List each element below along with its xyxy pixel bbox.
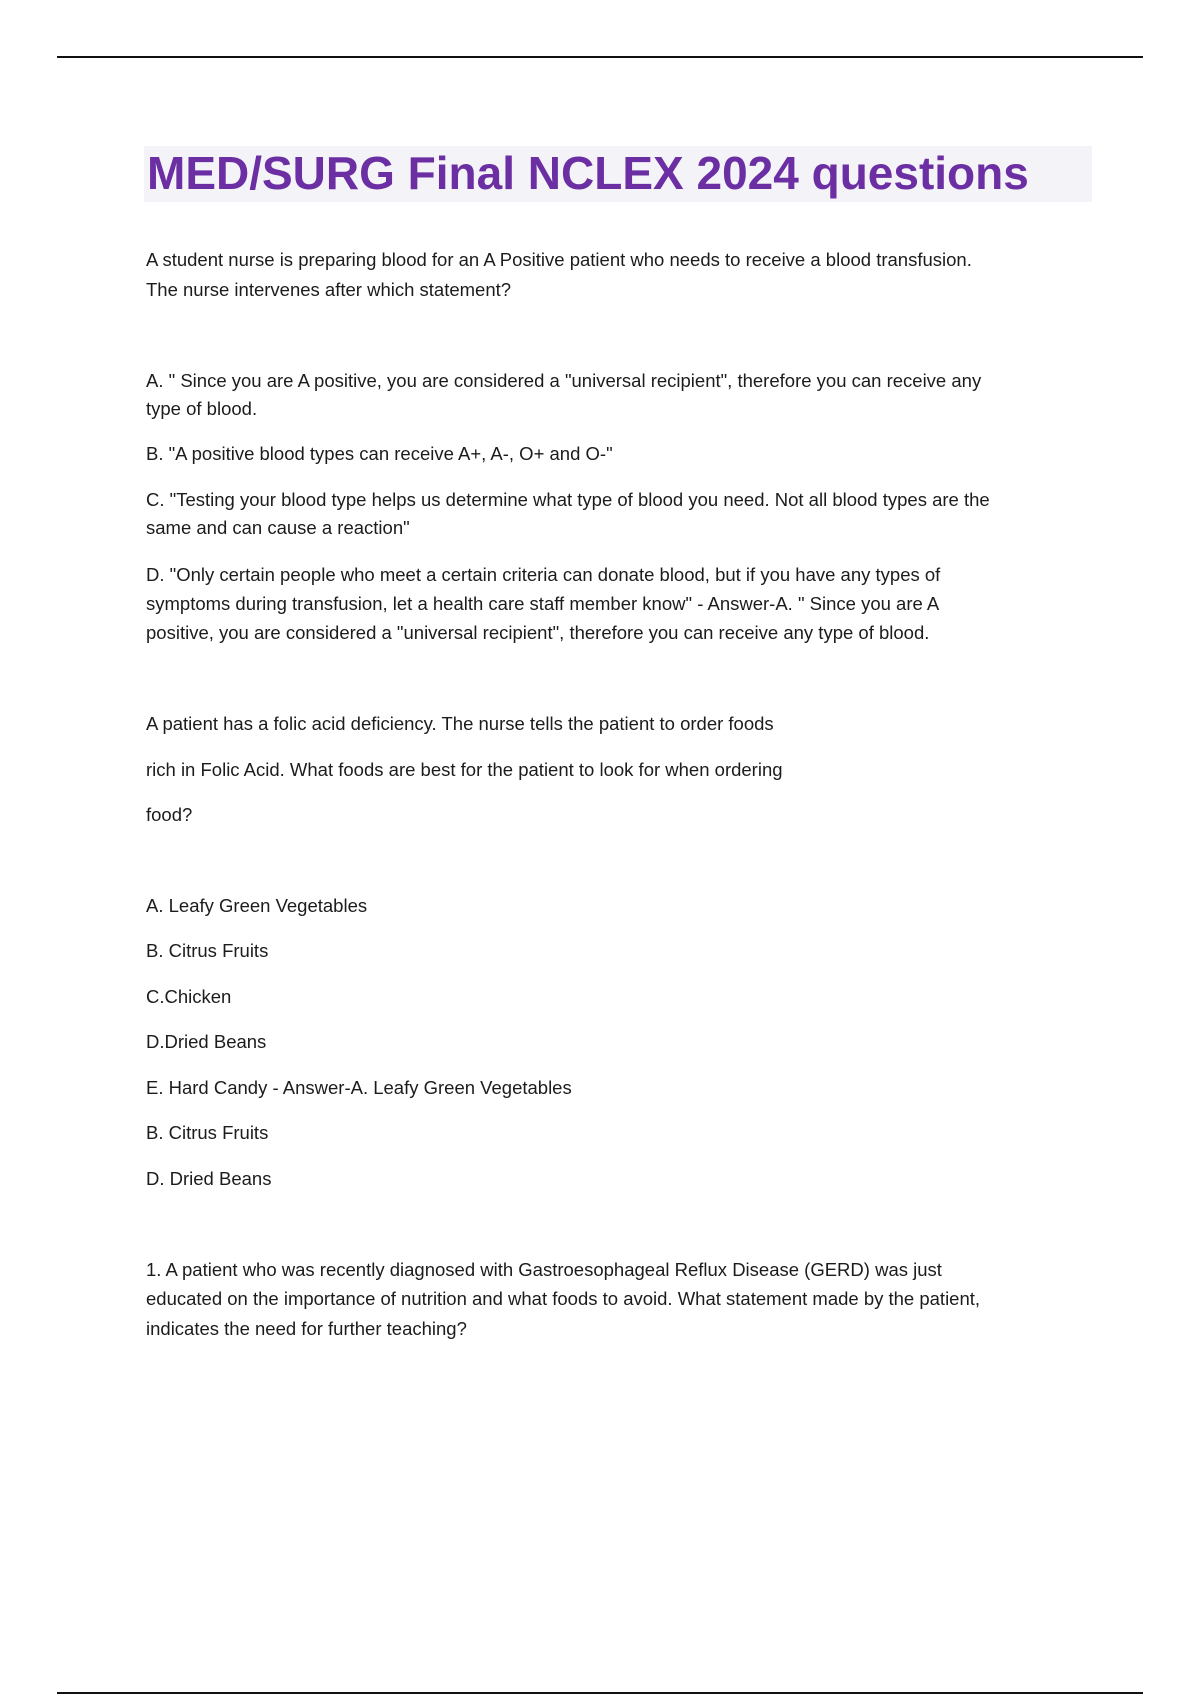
q2-option-5: E. Hard Candy - Answer-A. Leafy Green Vegetables — [146, 1077, 572, 1098]
q1-option-a-line-2: type of blood. — [146, 398, 258, 419]
q1-option-d-line-3: positive, you are considered a "universal recipient", therefore you can receive any type of blood. — [146, 622, 930, 643]
q2-option-2: B. Citrus Fruits — [146, 940, 269, 961]
q1-option-d-line-1: D. "Only certain people who meet a certain criteria can donate blood, but if you have any types of — [146, 564, 941, 585]
q3-stem-line-3: indicates the need for further teaching? — [146, 1318, 467, 1339]
q1-stem-line-2: The nurse intervenes after which statement? — [146, 279, 512, 300]
q2-option-7: D. Dried Beans — [146, 1168, 272, 1189]
q2-stem-line-1: A patient has a folic acid deficiency. The nurse tells the patient to order foods — [146, 713, 774, 734]
q3-stem-line-1: 1. A patient who was recently diagnosed with Gastroesophageal Reflux Disease (GERD) was just — [146, 1259, 942, 1280]
document-title: MED/SURG Final NCLEX 2024 questions — [147, 147, 1029, 199]
q1-option-c-line-1: C. "Testing your blood type helps us determine what type of blood you need. Not all blood types are the — [146, 489, 990, 510]
q2-option-4: D.Dried Beans — [146, 1031, 267, 1052]
q1-option-c-line-2: same and can cause a reaction" — [146, 517, 410, 538]
q1-option-d-line-2: symptoms during transfusion, let a health care staff member know" - Answer-A. " Since you are A — [146, 593, 940, 614]
bottom-rule — [57, 1692, 1143, 1694]
q1-option-a-line-1: A. " Since you are A positive, you are considered a "universal recipient", therefore you can receive any — [146, 370, 982, 391]
q2-option-3: C.Chicken — [146, 986, 232, 1007]
q1-stem-line-1: A student nurse is preparing blood for an A Positive patient who needs to receive a blood transfusion. — [146, 249, 972, 270]
q2-stem-line-2: rich in Folic Acid. What foods are best for the patient to look for when ordering — [146, 759, 783, 780]
q2-stem-line-3: food? — [146, 804, 193, 825]
q2-option-6: B. Citrus Fruits — [146, 1122, 269, 1143]
q2-option-1: A. Leafy Green Vegetables — [146, 895, 368, 916]
q3-stem-line-2: educated on the importance of nutrition and what foods to avoid. What statement made by the patient, — [146, 1288, 981, 1309]
top-rule — [57, 56, 1143, 58]
q1-option-b: B. "A positive blood types can receive A+, A-, O+ and O-" — [146, 443, 613, 464]
